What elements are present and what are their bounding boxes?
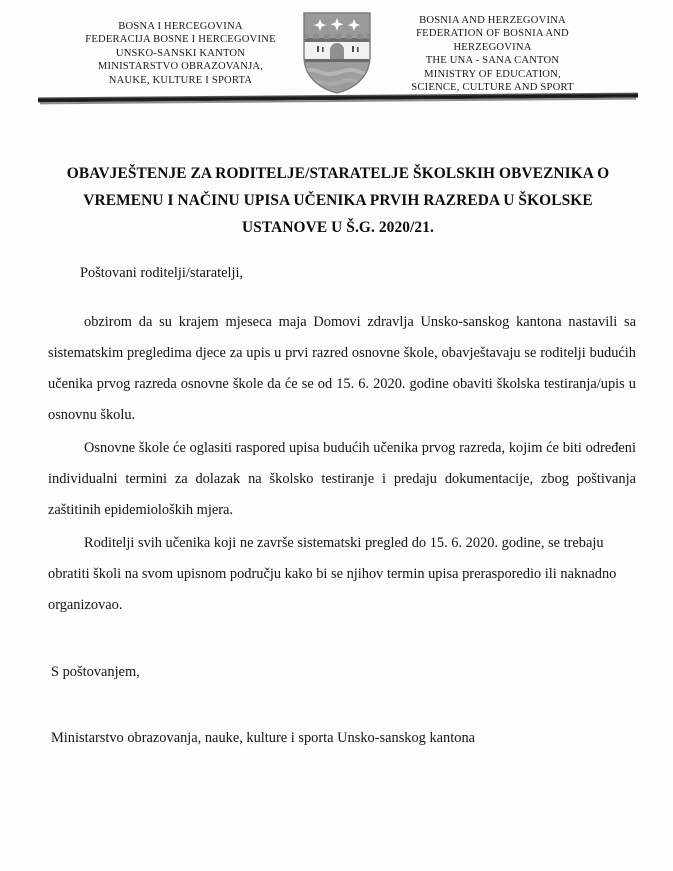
body-paragraph-1: obzirom da su krajem mjeseca maja Domovi zdravlja Unsko-sanskog kantona nastavili sa sistematskim pregledima djece za upis u prvi razred osnovne škole, obavještavaju se roditelji budućih učenika prvog razreda osnovne škole da će se od 15. 6. 2020. godine obaviti školska testiranja/upis u osnovnu školu. <box>48 314 636 423</box>
letterhead-bosnian-text <box>65 8 297 87</box>
letterhead-en-line-6: SCIENCE, CULTURE AND SPORT <box>411 82 574 94</box>
letterhead-bs-line-1: BOSNA I HERCEGOVINA <box>118 21 243 32</box>
closing-line: S poštovanjem, <box>51 664 140 680</box>
salutation: Poštovani roditelji/staratelji, <box>80 265 244 281</box>
letterhead-en-line-5: MINISTRY OF EDUCATION, <box>424 68 561 80</box>
coat-of-arms-icon <box>297 8 377 96</box>
body-paragraph-2: Osnovne škole će oglasiti raspored upisa budućih učenika prvog razreda, kojim će biti određeni individualni termini za dolazak na školsko testiranje i predaju dokumentacije, zbog poštivanja zaštitinih epidemioloških mjera. <box>48 440 636 518</box>
letterhead-english-text <box>377 8 609 94</box>
letterhead <box>0 8 673 96</box>
signature-block <box>0 678 673 871</box>
letterhead-bs-line-5: NAUKE, KULTURE I SPORTA <box>108 74 253 86</box>
title-line-2: VREMENU I NAČINU UPISA UČENIKA PRVIH RAZREDA U ŠKOLSKE <box>83 192 593 209</box>
signature-organization: Ministarstvo obrazovanja, nauke, kulture i sporta Unsko-sanskog kantona <box>51 730 476 746</box>
letterhead-en-line-4: THE UNA - SANA CANTON <box>425 55 560 67</box>
letterhead-en-line-3: HERZEGOVINA <box>453 41 532 53</box>
title-line-1: OBAVJEŠTENJE ZA RODITELJE/STARATELJE ŠKOLSKIH OBVEZNIKA O <box>66 165 610 182</box>
letterhead-en-line-1: BOSNIA AND HERZEGOVINA <box>419 15 566 26</box>
body-paragraph-3: Roditelji svih učenika koji ne završe sistematski pregled do 15. 6. 2020. godine, se trebaju obratiti školi na svom upisnom području kako bi se njihov termin upisa prerasporedio ili naknadno organizovao. <box>48 535 617 613</box>
page-title <box>42 160 634 241</box>
letterhead-bs-line-3: UNSKO-SANSKI KANTON <box>115 47 246 59</box>
letterhead-bs-line-4: MINISTARSTVO OBRAZOVANJA, <box>97 61 264 73</box>
title-line-3: USTANOVE U Š.G. 2020/21. <box>242 219 434 236</box>
letterhead-en-line-2: FEDERATION OF BOSNIA AND <box>416 28 569 40</box>
letterhead-bs-line-2: FEDERACIJA BOSNE I HERCEGOVINE <box>85 34 276 46</box>
